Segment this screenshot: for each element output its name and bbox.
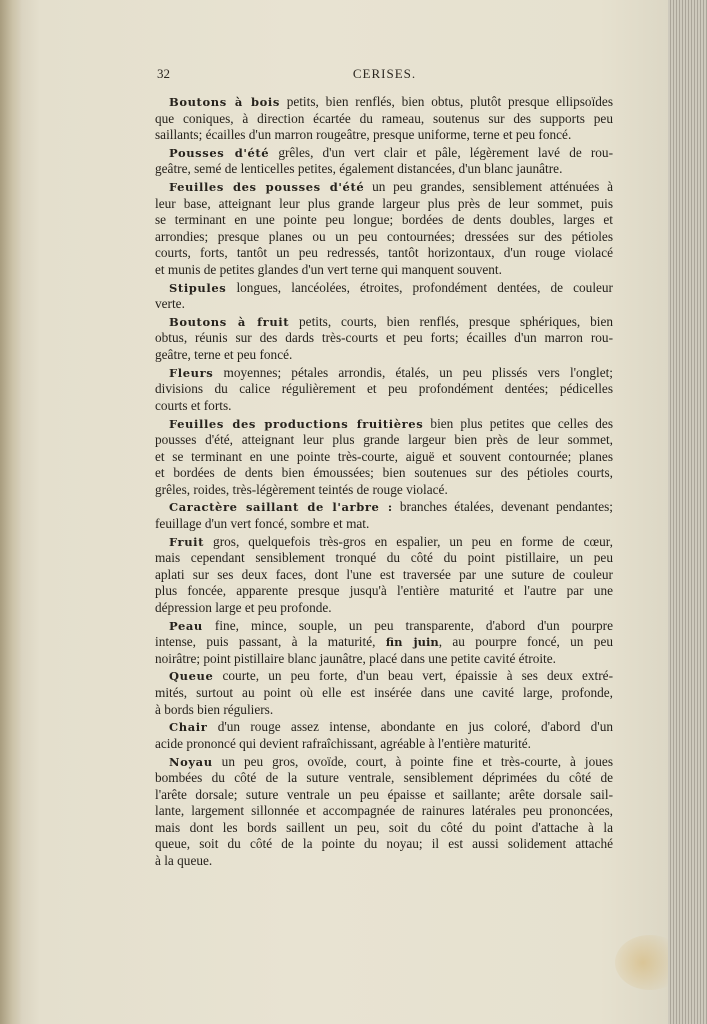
line-text: que coniques, à direction écartée du rameau, soutenus sur des supports peu	[155, 110, 613, 126]
text-line	[155, 296, 613, 313]
line-text: verte.	[155, 296, 185, 312]
text-line	[155, 836, 613, 853]
line-text: et bordées de dents bien émoussées; bien soutenues sur des pétioles courts,	[155, 465, 613, 481]
line-text: se terminant en une pointe peu longue; bordées de dents doubles, larges et	[155, 212, 613, 228]
paragraph	[155, 719, 613, 752]
text-line	[155, 94, 613, 111]
line-text: un peu grandes, sensiblement atténuées à	[364, 179, 613, 195]
paragraph	[155, 416, 613, 499]
text-line	[155, 449, 613, 466]
text-line	[155, 365, 613, 382]
text-line	[155, 634, 613, 651]
line-text: grêles, roides, très-légèrement teintés de rouge violacé.	[155, 481, 448, 497]
text-line	[155, 499, 613, 516]
text-line	[155, 145, 613, 162]
paragraph-lead: Chair	[169, 720, 208, 735]
line-text: longues, lancéolées, étroites, profondément dentées, de couleur	[226, 279, 613, 295]
line-text: noirâtre; point pistillaire blanc jaunâtre, placé dans une petite cavité étroite.	[155, 650, 556, 666]
paragraph-lead: Boutons à bois	[169, 95, 280, 109]
text-line	[155, 853, 613, 870]
text-line	[155, 651, 613, 668]
line-text: obtus, réunis sur des dards très-courts et peu forts; écailles d'un marron rou-	[155, 330, 613, 346]
paragraph-lead: Stipules	[169, 280, 227, 295]
paragraph-lead: Caractère saillant de l'arbre :	[169, 500, 393, 515]
line-text: feuillage d'un vert foncé, sombre et mat.	[155, 515, 370, 531]
text-line	[155, 262, 613, 279]
line-text: geâtre, terne et peu foncé.	[155, 346, 293, 362]
line-text: à la queue.	[155, 852, 213, 868]
line-text: saillants; écailles d'un marron rougeâtre, presque uniforme, terne et peu foncé.	[155, 127, 572, 143]
line-text: moyennes; pétales arrondis, étalés, un peu plissés vers l'onglet;	[213, 364, 613, 380]
paragraph	[155, 754, 613, 870]
line-text: courts, forts, tantôt un peu redressés, tantôt horizontaux, d'un rouge violacé	[155, 245, 613, 261]
line-text: l'arête dorsale; suture ventrale un peu épaisse et saillante; arête dorsale sail-	[155, 786, 613, 802]
paragraph-lead: Feuilles des productions fruitières	[169, 416, 424, 431]
text-line	[155, 787, 613, 804]
paragraph-lead: Feuilles des pousses d'été	[169, 180, 365, 195]
text-line	[155, 770, 613, 787]
paragraph	[155, 145, 613, 178]
paragraph-lead: Noyau	[169, 754, 213, 769]
text-line	[155, 111, 613, 128]
text-line	[155, 736, 613, 753]
text-line	[155, 179, 613, 196]
line-text: divisions du calice régulièrement et peu profondément dentées; pédicelles	[155, 381, 613, 397]
text-line	[155, 600, 613, 617]
paragraph-lead: Boutons à fruit	[169, 314, 290, 329]
line-text: mais cependant sensiblement tronqué du côté du point pistillaire, un peu	[155, 550, 613, 566]
line-text: un peu gros, ovoïde, court, à pointe fine et très-courte, à joues	[212, 753, 613, 769]
line-text: lante, largement sillonnée et accompagnée de rainures latérales peu prononcées,	[155, 803, 613, 819]
line-text: petits, bien renflés, bien obtus, plutôt presque ellipsoïdes	[279, 94, 613, 109]
line-text: grêles, d'un vert clair et pâle, légèrement lavé de rou-	[269, 144, 614, 160]
line-text: d'un rouge assez intense, abondante en jus coloré, d'abord d'un	[207, 719, 613, 735]
running-title: CERISES.	[352, 66, 417, 81]
line-text: , au pourpre foncé, un peu	[438, 634, 613, 650]
line-text: queue, soit du côté de la pointe du noyau; il est aussi solidement attaché	[155, 836, 613, 852]
text-line	[155, 702, 613, 719]
text-line	[155, 127, 613, 144]
paragraph	[155, 499, 613, 532]
text-line	[155, 754, 613, 771]
text-line	[155, 534, 613, 551]
paragraph	[155, 280, 613, 313]
book-spine-shadow	[0, 0, 22, 1024]
line-text: courte, un peu forte, d'un beau vert, épaissie à ses deux extré-	[213, 668, 613, 684]
line-text: acide prononcé qui devient rafraîchissant, agréable à l'entière maturité.	[155, 735, 532, 751]
text-line	[155, 398, 613, 415]
paragraph-lead: Peau	[169, 618, 203, 633]
line-text: courts et forts.	[155, 397, 232, 413]
line-text: dépression large et peu profonde.	[155, 599, 332, 615]
paragraph-lead: Pousses d'été	[169, 145, 270, 160]
text-line	[155, 719, 613, 736]
paragraph-lead: Fleurs	[169, 365, 214, 380]
text-line	[155, 516, 613, 533]
text-line	[155, 550, 613, 567]
text-line	[155, 245, 613, 262]
text-line	[155, 196, 613, 213]
paragraph	[155, 534, 613, 617]
text-line	[155, 381, 613, 398]
text-line	[155, 618, 613, 635]
line-text: petits, courts, bien renflés, presque sphériques, bien	[289, 313, 613, 329]
line-text: plus foncée, apparente presque jusqu'à l'entière maturité et l'autre par une	[155, 583, 613, 599]
text-line	[155, 482, 613, 499]
text-line	[155, 432, 613, 449]
line-text: et se terminant en une pointe très-courte, aiguë et souvent contournée; planes	[155, 448, 613, 464]
paragraph	[155, 668, 613, 718]
line-text: intense, puis passant, à la maturité,	[155, 634, 386, 650]
paragraph	[155, 618, 613, 668]
line-text: à bords bien réguliers.	[155, 701, 274, 717]
text-line	[155, 583, 613, 600]
text-line	[155, 280, 613, 297]
page-number: 32	[157, 66, 170, 81]
paragraph	[155, 179, 613, 278]
line-text: mités, surtout au point où elle est insérée dans une cavité large, profonde,	[155, 685, 613, 701]
paragraph	[155, 314, 613, 364]
paragraph-lead: Fruit	[169, 534, 205, 549]
text-line	[155, 820, 613, 837]
line-text: aplati sur ses deux faces, dont l'une est traversée par une suture de couleur	[155, 566, 613, 582]
text-line	[155, 668, 613, 685]
line-text: leur base, atteignant leur plus grande largeur plus près de leur sommet, puis	[155, 195, 613, 211]
line-text: geâtre, semé de lenticelles petites, également distancées, d'un blanc jaunâtre.	[155, 161, 563, 177]
page-edges	[668, 0, 707, 1024]
line-text: et munis de petites glandes d'un vert terne qui manquent souvent.	[155, 261, 502, 277]
line-text: arrondies; presque planes ou un peu contournées; dressées sur des pétioles	[155, 228, 613, 244]
paragraph	[155, 365, 613, 415]
line-text: bombées du côté de la suture ventrale, sensiblement déprimées du côté de	[155, 770, 613, 786]
line-text: mais dont les bords saillent un peu, soit du côté du point d'attache à la	[155, 819, 613, 835]
paragraph	[155, 94, 613, 144]
page-header	[157, 66, 612, 84]
line-text: branches étalées, devenant pendantes;	[392, 499, 613, 515]
text-line	[155, 212, 613, 229]
line-text: bien plus petites que celles des	[423, 415, 613, 431]
text-line	[155, 803, 613, 820]
body-text	[155, 94, 613, 871]
text-line	[155, 161, 613, 178]
text-line	[155, 347, 613, 364]
text-line	[155, 465, 613, 482]
text-line	[155, 567, 613, 584]
text-line	[155, 229, 613, 246]
line-text: pousses d'été, atteignant leur plus grande largeur bien près de leur sommet,	[155, 432, 613, 448]
paragraph-lead: Queue	[169, 669, 214, 684]
line-text: gros, quelquefois très-gros en espalier, un peu en forme de cœur,	[204, 533, 613, 549]
text-line	[155, 314, 613, 331]
text-line	[155, 330, 613, 347]
text-line	[155, 416, 613, 433]
text-line	[155, 685, 613, 702]
inline-bold-text: fin juin	[385, 635, 439, 650]
line-text: fine, mince, souple, un peu transparente, d'abord d'un pourpre	[202, 617, 613, 633]
